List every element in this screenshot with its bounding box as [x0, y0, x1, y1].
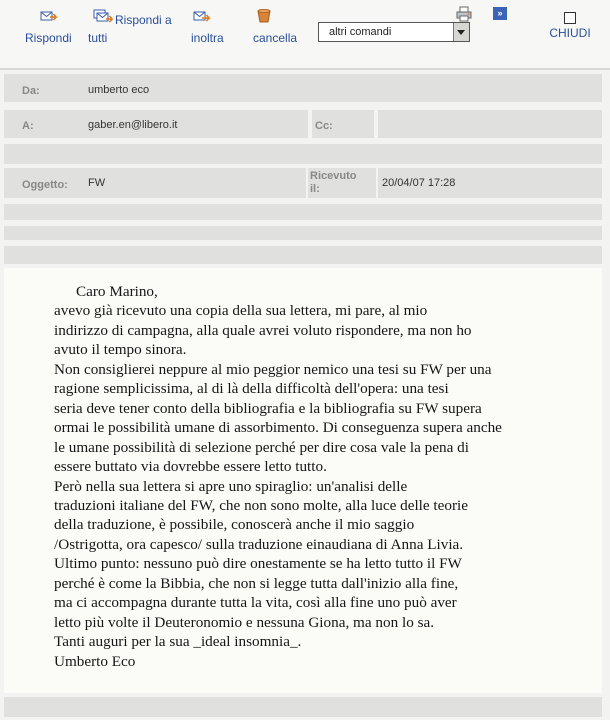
forward-icon	[193, 8, 211, 27]
message-line: della traduzione, è possibile, conoscerà anche il mio saggio	[54, 516, 415, 534]
print-icon[interactable]	[456, 6, 472, 27]
reply-all-label: Rispondi a	[115, 13, 172, 27]
footer-band	[4, 697, 602, 717]
toolbar	[0, 0, 610, 70]
message-line: /Ostrigotta, ora capesco/ sulla traduzione einaudiana di Anna Livia.	[54, 535, 464, 553]
from-value[interactable]: umberto eco	[88, 84, 150, 96]
reply-all-button[interactable]	[88, 6, 183, 46]
close-button[interactable]	[545, 12, 595, 42]
delete-button[interactable]	[250, 6, 305, 46]
message-line: seria deve tener conto della bibliografia e la bibliografia su FW supera	[54, 399, 482, 417]
message-line: traduzioni italiane del FW, che non sono molte, alla luce delle teorie	[54, 496, 469, 514]
subject-value: FW	[88, 177, 106, 189]
received-value: 20/04/07 17:28	[382, 177, 456, 189]
message-line: Umberto Eco	[54, 652, 136, 670]
close-label: CHIUDI	[549, 26, 591, 40]
forward-label: inoltra	[191, 31, 224, 45]
spacer-row	[4, 144, 602, 164]
message-line: Tanti auguri per la sua _ideal insomnia_.	[54, 633, 302, 651]
message-line: letto più volte il Deuteronomio e nessuna Giona, ma non lo sa.	[54, 613, 435, 631]
received-label-line2: il:	[310, 183, 320, 195]
subject-label: Oggetto:	[22, 179, 68, 191]
other-commands-select[interactable]	[318, 22, 470, 42]
close-checkbox[interactable]	[564, 12, 576, 24]
reply-label: Rispondi	[25, 31, 72, 45]
message-line: avuto il tempo sinora.	[54, 341, 187, 359]
message-line: Ultimo punto: nessuno può dire onestamente se ha letto tutto il FW	[54, 555, 462, 573]
message-line: avevo già ricevuto una copia della sua lettera, mi pare, al mio	[54, 302, 428, 320]
to-value[interactable]: gaber.en@libero.it	[88, 119, 178, 131]
message-line: Però nella sua lettera si apre uno spiraglio: un'analisi delle	[54, 477, 408, 495]
message-line: ormai le possibilità umane di assorbimento. Di conseguenza supera anche	[54, 419, 502, 437]
message-line: Non consiglierei neppure al mio peggior nemico una tesi su FW per una	[54, 360, 492, 378]
from-label: Da:	[22, 85, 40, 97]
cc-label: Cc:	[315, 120, 333, 132]
message-line: le umane possibilità di selezione perché per dire cosa vale la pena di	[54, 438, 469, 456]
reply-all-label-line2: tutti	[88, 31, 108, 45]
message-line: ragione semplicissima, al di là della difficoltà dell'opera: una tesi	[54, 380, 449, 398]
received-label: Ricevuto	[310, 170, 357, 182]
message-line: essere buttato via dovrebbe essere letto tutto.	[54, 458, 327, 476]
message-line: perché è come la Bibbia, che non si legge tutta dall'inizio alla fine,	[54, 574, 459, 592]
reply-button[interactable]	[20, 6, 80, 46]
message-body	[54, 282, 584, 671]
delete-icon	[256, 8, 272, 27]
reply-all-icon	[93, 8, 113, 27]
to-label: A:	[22, 120, 34, 132]
spacer-row	[4, 226, 602, 240]
forward-button[interactable]	[188, 6, 238, 46]
message-line: indirizzo di campagna, alla quale avrei voluto rispondere, ma non ho	[54, 321, 472, 339]
next-icon[interactable]: »	[493, 7, 507, 20]
cc-value-cell	[378, 110, 602, 138]
other-commands-value: altri comandi	[329, 26, 392, 38]
toolbar-divider	[0, 68, 610, 70]
spacer-row	[4, 204, 602, 220]
message-line: ma ci accompagna durante tutta la vita, così alla fine uno può aver	[54, 594, 457, 612]
reply-icon	[40, 8, 58, 27]
delete-label: cancella	[253, 31, 298, 45]
message-line: Caro Marino,	[76, 283, 158, 300]
spacer-row	[4, 246, 602, 264]
